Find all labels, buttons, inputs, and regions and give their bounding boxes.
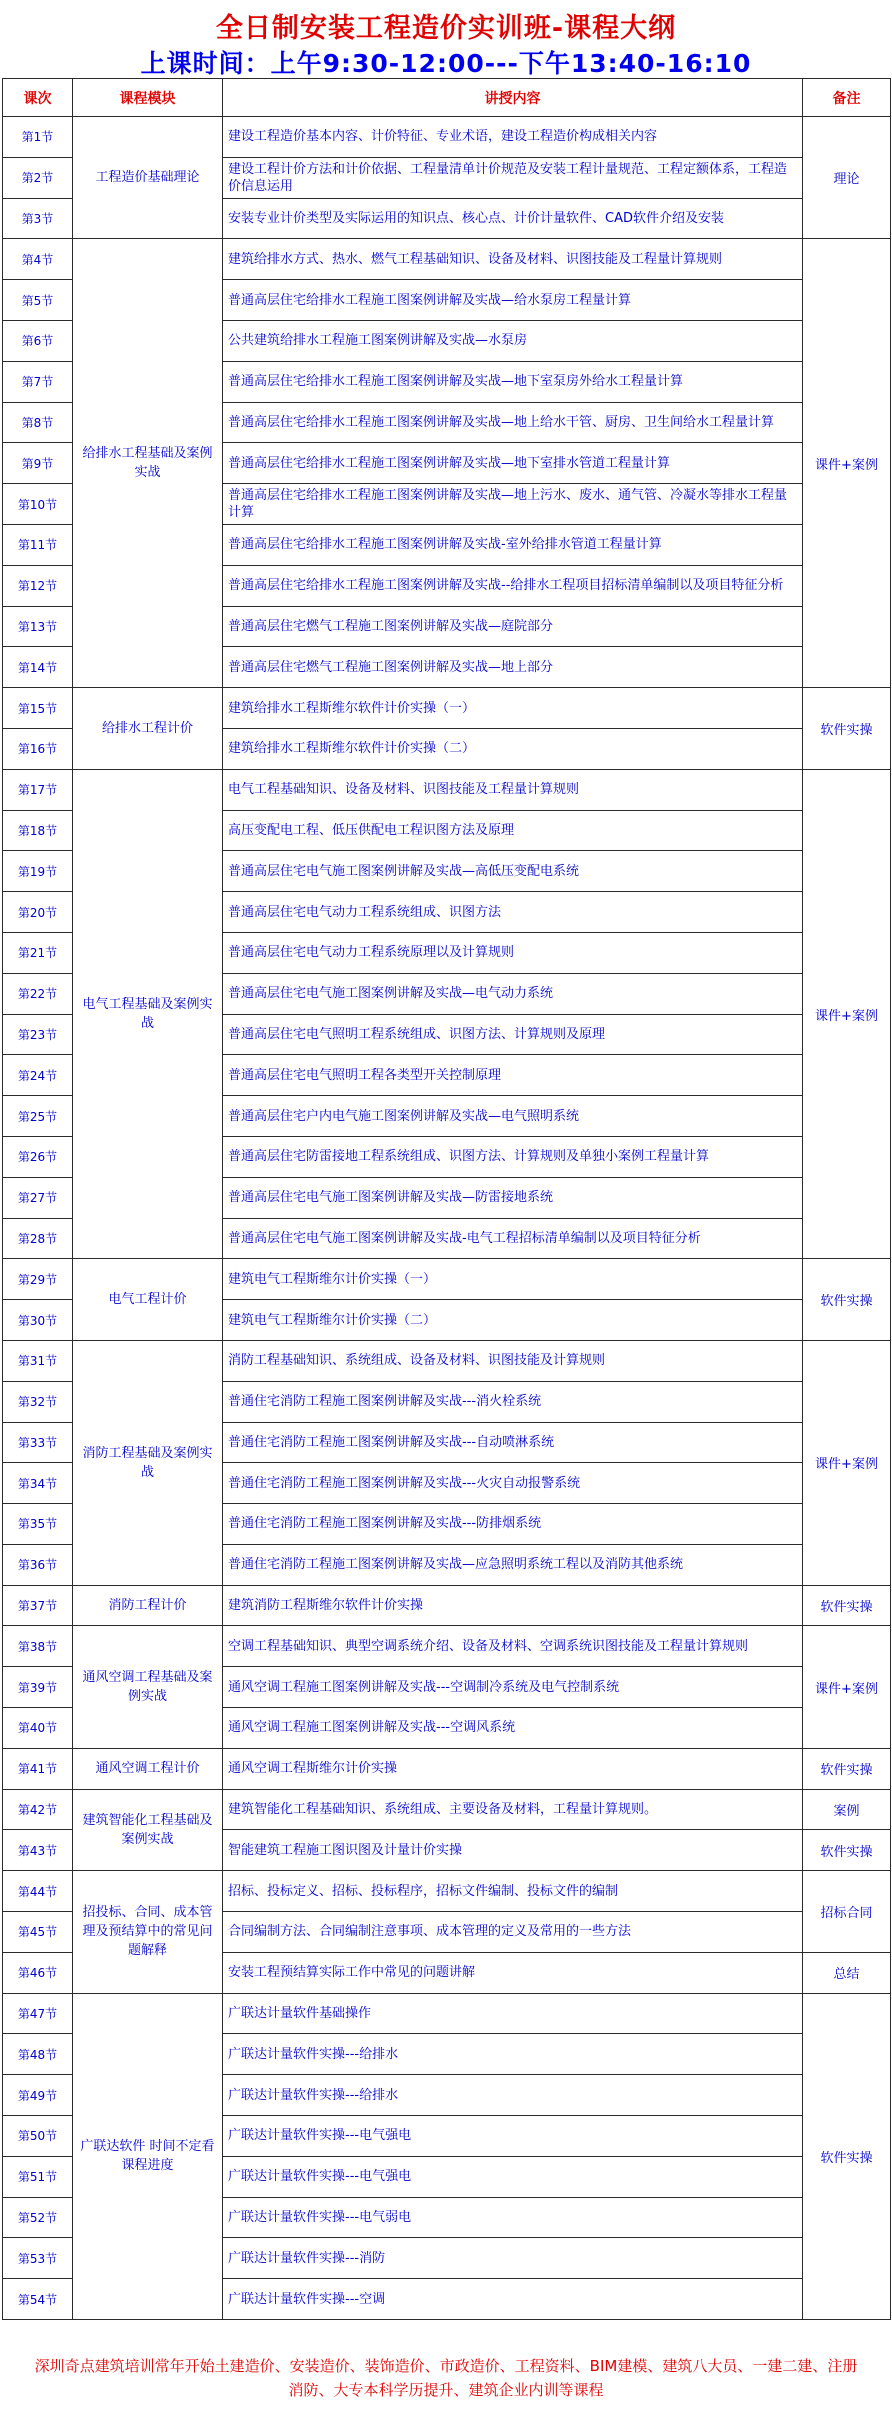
lesson-note: 课件+案例 [803,239,891,688]
lesson-number: 第34节 [3,1463,73,1504]
lesson-number: 第47节 [3,1993,73,2034]
lesson-number: 第31节 [3,1340,73,1381]
lesson-content: 合同编制方法、合同编制注意事项、成本管理的定义及常用的一些方法 [223,1912,803,1953]
course-module: 电气工程计价 [73,1259,223,1341]
lesson-number: 第20节 [3,892,73,933]
page-title: 全日制安装工程造价实训班-课程大纲 [215,13,677,44]
table-row [3,1789,891,1830]
lesson-content: 普通高层住宅给排水工程施工图案例讲解及实战--给排水工程项目招标清单编制以及项目特征分析 [223,565,803,606]
lesson-number: 第10节 [3,484,73,525]
lesson-number: 第36节 [3,1544,73,1585]
lesson-note: 理论 [803,117,891,239]
lesson-number: 第19节 [3,851,73,892]
table-row [3,1340,891,1381]
lesson-content: 建筑给排水工程斯维尔软件计价实操（二） [223,728,803,769]
lesson-content: 普通住宅消防工程施工图案例讲解及实战---防排烟系统 [223,1504,803,1545]
lesson-content: 电气工程基础知识、设备及材料、识图技能及工程量计算规则 [223,769,803,810]
lesson-number: 第7节 [3,361,73,402]
lesson-content: 普通住宅消防工程施工图案例讲解及实战---消火栓系统 [223,1381,803,1422]
table-row [3,1748,891,1789]
lesson-number: 第44节 [3,1871,73,1912]
class-schedule: 上课时间：上午9:30-12:00---下午13:40-16:10 [140,49,752,78]
course-module: 通风空调工程计价 [73,1748,223,1789]
lesson-number: 第14节 [3,647,73,688]
course-module: 建筑智能化工程基础及案例实战 [73,1789,223,1871]
lesson-content: 普通住宅消防工程施工图案例讲解及实战---火灾自动报警系统 [223,1463,803,1504]
lesson-number: 第11节 [3,524,73,565]
table-body [3,117,891,2320]
table-row [3,239,891,280]
lesson-note: 软件实操 [803,1993,891,2319]
lesson-content: 广联达计量软件实操---电气强电 [223,2156,803,2197]
lesson-content: 广联达计量软件实操---电气强电 [223,2116,803,2157]
lesson-number: 第32节 [3,1381,73,1422]
lesson-note: 软件实操 [803,1748,891,1789]
lesson-number: 第43节 [3,1830,73,1871]
lesson-note: 总结 [803,1952,891,1993]
lesson-number: 第8节 [3,402,73,443]
header-note: 备注 [803,79,891,117]
lesson-number: 第33节 [3,1422,73,1463]
lesson-content: 建筑给排水工程斯维尔软件计价实操（一） [223,688,803,729]
lesson-content: 普通高层住宅给排水工程施工图案例讲解及实战—地上给水干管、厨房、卫生间给水工程量计算 [223,402,803,443]
table-header-row [3,79,891,117]
lesson-content: 空调工程基础知识、典型空调系统介绍、设备及材料、空调系统识图技能及工程量计算规则 [223,1626,803,1667]
lesson-number: 第49节 [3,2075,73,2116]
lesson-content: 广联达计量软件基础操作 [223,1993,803,2034]
lesson-number: 第30节 [3,1300,73,1341]
lesson-content: 公共建筑给排水工程施工图案例讲解及实战—水泵房 [223,320,803,361]
lesson-number: 第6节 [3,320,73,361]
lesson-number: 第23节 [3,1014,73,1055]
lesson-content: 建筑消防工程斯维尔软件计价实操 [223,1585,803,1626]
table-row [3,688,891,729]
lesson-number: 第22节 [3,973,73,1014]
lesson-number: 第51节 [3,2156,73,2197]
lesson-note: 软件实操 [803,1830,891,1871]
lesson-content: 普通高层住宅电气施工图案例讲解及实战-电气工程招标清单编制以及项目特征分析 [223,1218,803,1259]
header-block [0,0,892,78]
course-module: 招投标、合同、成本管理及预结算中的常见问题解释 [73,1871,223,1993]
lesson-number: 第27节 [3,1177,73,1218]
lesson-note: 软件实操 [803,1259,891,1341]
header-lesson-no: 课次 [3,79,73,117]
lesson-content: 普通高层住宅户内电气施工图案例讲解及实战—电气照明系统 [223,1096,803,1137]
lesson-number: 第41节 [3,1748,73,1789]
lesson-note: 课件+案例 [803,1340,891,1585]
lesson-content: 安装工程预结算实际工作中常见的问题讲解 [223,1952,803,1993]
lesson-number: 第35节 [3,1504,73,1545]
course-module: 工程造价基础理论 [73,117,223,239]
lesson-content: 消防工程基础知识、系统组成、设备及材料、识图技能及计算规则 [223,1340,803,1381]
lesson-content: 普通住宅消防工程施工图案例讲解及实战—应急照明系统工程以及消防其他系统 [223,1544,803,1585]
lesson-number: 第26节 [3,1136,73,1177]
lesson-content: 招标、投标定义、招标、投标程序，招标文件编制、投标文件的编制 [223,1871,803,1912]
lesson-number: 第25节 [3,1096,73,1137]
lesson-number: 第1节 [3,117,73,158]
lesson-content: 普通高层住宅电气施工图案例讲解及实战—防雷接地系统 [223,1177,803,1218]
lesson-content: 广联达计量软件实操---电气弱电 [223,2197,803,2238]
lesson-number: 第53节 [3,2238,73,2279]
lesson-note: 软件实操 [803,688,891,770]
footer-ad [0,2354,892,2424]
header-content: 讲授内容 [223,79,803,117]
table-row [3,1626,891,1667]
lesson-number: 第45节 [3,1912,73,1953]
lesson-number: 第54节 [3,2279,73,2320]
lesson-content: 高压变配电工程、低压供配电工程识图方法及原理 [223,810,803,851]
lesson-note: 软件实操 [803,1585,891,1626]
lesson-number: 第2节 [3,157,73,198]
lesson-number: 第29节 [3,1259,73,1300]
lesson-content: 广联达计量软件实操---消防 [223,2238,803,2279]
lesson-number: 第5节 [3,280,73,321]
lesson-number: 第40节 [3,1708,73,1749]
lesson-number: 第21节 [3,932,73,973]
course-module: 消防工程基础及案例实战 [73,1340,223,1585]
lesson-number: 第28节 [3,1218,73,1259]
lesson-content: 普通高层住宅防雷接地工程系统组成、识图方法、计算规则及单独小案例工程量计算 [223,1136,803,1177]
lesson-number: 第15节 [3,688,73,729]
lesson-content: 广联达计量软件实操---空调 [223,2279,803,2320]
lesson-content: 普通高层住宅电气施工图案例讲解及实战—高低压变配电系统 [223,851,803,892]
course-module: 通风空调工程基础及案例实战 [73,1626,223,1748]
course-module: 给排水工程基础及案例实战 [73,239,223,688]
lesson-content: 广联达计量软件实操---给排水 [223,2075,803,2116]
footer-line-2: 消防、大专本科学历提升、建筑企业内训等课程 [288,2381,604,2399]
table-row [3,1585,891,1626]
lesson-content: 普通高层住宅电气动力工程系统原理以及计算规则 [223,932,803,973]
lesson-content: 普通高层住宅燃气工程施工图案例讲解及实战—庭院部分 [223,606,803,647]
lesson-content: 普通住宅消防工程施工图案例讲解及实战---自动喷淋系统 [223,1422,803,1463]
table-row [3,117,891,158]
lesson-note: 案例 [803,1789,891,1830]
course-outline-table [2,78,891,2320]
course-module: 给排水工程计价 [73,688,223,770]
lesson-content: 普通高层住宅燃气工程施工图案例讲解及实战—地上部分 [223,647,803,688]
lesson-content: 通风空调工程施工图案例讲解及实战---空调制冷系统及电气控制系统 [223,1667,803,1708]
course-module: 消防工程计价 [73,1585,223,1626]
lesson-number: 第48节 [3,2034,73,2075]
lesson-content: 通风空调工程施工图案例讲解及实战---空调风系统 [223,1708,803,1749]
lesson-content: 普通高层住宅电气照明工程系统组成、识图方法、计算规则及原理 [223,1014,803,1055]
header-module: 课程模块 [73,79,223,117]
table-row [3,769,891,810]
lesson-content: 建筑电气工程斯维尔计价实操（二） [223,1300,803,1341]
course-module: 电气工程基础及案例实战 [73,769,223,1259]
lesson-content: 建设工程造价基本内容、计价特征、专业术语，建设工程造价构成相关内容 [223,117,803,158]
lesson-number: 第9节 [3,443,73,484]
lesson-number: 第12节 [3,565,73,606]
lesson-number: 第18节 [3,810,73,851]
lesson-content: 安装专业计价类型及实际运用的知识点、核心点、计价计量软件、CAD软件介绍及安装 [223,198,803,239]
lesson-number: 第13节 [3,606,73,647]
lesson-content: 建筑智能化工程基础知识、系统组成、主要设备及材料，工程量计算规则。 [223,1789,803,1830]
lesson-content: 普通高层住宅给排水工程施工图案例讲解及实战—给水泵房工程量计算 [223,280,803,321]
lesson-content: 普通高层住宅给排水工程施工图案例讲解及实战—地下室排水管道工程量计算 [223,443,803,484]
lesson-number: 第4节 [3,239,73,280]
lesson-content: 普通高层住宅电气施工图案例讲解及实战—电气动力系统 [223,973,803,1014]
lesson-note: 招标合同 [803,1871,891,1953]
lesson-number: 第37节 [3,1585,73,1626]
lesson-note: 课件+案例 [803,1626,891,1748]
lesson-content: 建筑电气工程斯维尔计价实操（一） [223,1259,803,1300]
lesson-number: 第50节 [3,2116,73,2157]
lesson-content: 普通高层住宅电气动力工程系统组成、识图方法 [223,892,803,933]
table-row [3,1259,891,1300]
lesson-number: 第3节 [3,198,73,239]
lesson-content: 广联达计量软件实操---给排水 [223,2034,803,2075]
lesson-note: 课件+案例 [803,769,891,1259]
lesson-content: 普通高层住宅给排水工程施工图案例讲解及实战-室外给排水管道工程量计算 [223,524,803,565]
footer-line-1: 深圳奇点建筑培训常年开始土建造价、安装造价、装饰造价、市政造价、工程资料、BIM建模、建筑八大员、一建二建、注册 [34,2357,858,2375]
lesson-content: 普通高层住宅给排水工程施工图案例讲解及实战—地下室泵房外给水工程量计算 [223,361,803,402]
lesson-content: 智能建筑工程施工图识图及计量计价实操 [223,1830,803,1871]
lesson-content: 建筑给排水方式、热水、燃气工程基础知识、设备及材料、识图技能及工程量计算规则 [223,239,803,280]
lesson-content: 普通高层住宅电气照明工程各类型开关控制原理 [223,1055,803,1096]
lesson-number: 第52节 [3,2197,73,2238]
lesson-content: 普通高层住宅给排水工程施工图案例讲解及实战—地上污水、废水、通气管、冷凝水等排水工程量计算 [223,484,803,525]
lesson-number: 第42节 [3,1789,73,1830]
lesson-number: 第39节 [3,1667,73,1708]
course-module: 广联达软件 时间不定看课程进度 [73,1993,223,2319]
lesson-number: 第16节 [3,728,73,769]
table-row [3,1993,891,2034]
lesson-number: 第24节 [3,1055,73,1096]
lesson-number: 第17节 [3,769,73,810]
table-row [3,1871,891,1912]
lesson-content: 建设工程计价方法和计价依据、工程量清单计价规范及安装工程计量规范、工程定额体系，工程造价信息运用 [223,157,803,198]
lesson-number: 第46节 [3,1952,73,1993]
lesson-content: 通风空调工程斯维尔计价实操 [223,1748,803,1789]
lesson-number: 第38节 [3,1626,73,1667]
